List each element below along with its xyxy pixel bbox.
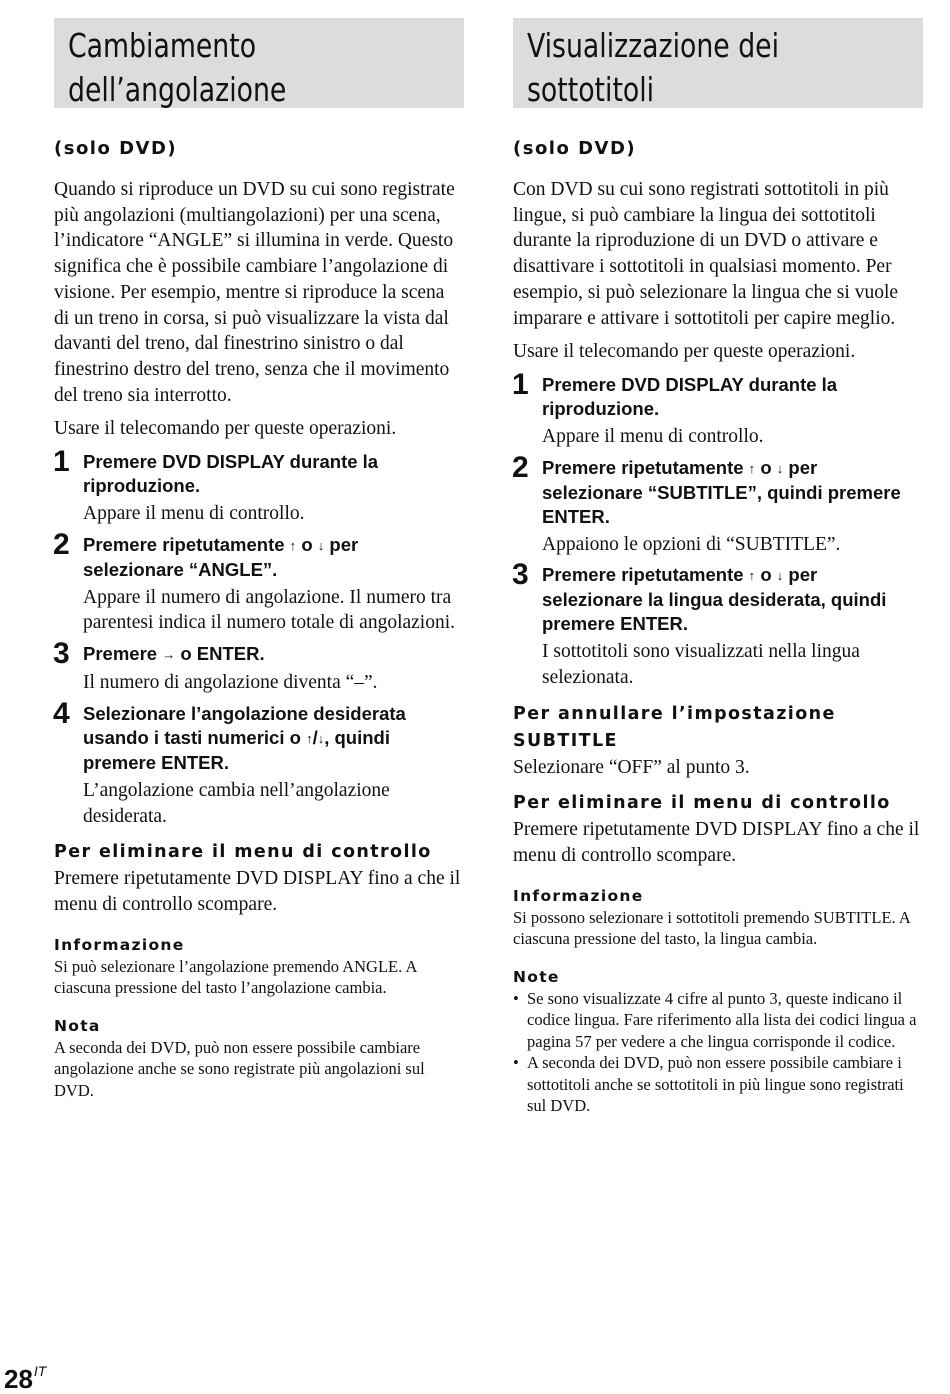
arrow-right-icon: →	[162, 647, 176, 663]
list-item	[513, 988, 923, 1053]
step-text: L’angolazione cambia nell’angolazione desiderata.	[83, 779, 390, 827]
remove-menu-heading: Per eliminare il menu di controllo	[513, 793, 891, 814]
remove-menu-text: Premere ripetutamente DVD DISPLAY fino a che il menu di controllo scompare.	[54, 868, 461, 915]
step-number: 1	[53, 445, 70, 479]
step-heading	[83, 702, 464, 775]
title-line: dell’angolazione	[68, 70, 287, 109]
step-heading-part: o	[760, 456, 772, 478]
remove-menu-text: Premere ripetutamente DVD DISPLAY fino a che il menu di controllo scompare.	[513, 819, 920, 867]
step-1	[53, 445, 464, 527]
step-heading	[542, 563, 923, 636]
step-heading	[83, 533, 464, 582]
step-2	[512, 450, 923, 558]
arrow-up-icon: ↑	[748, 460, 756, 476]
page-language-suffix: IT	[33, 1363, 47, 1379]
step-number: 2	[512, 450, 529, 484]
step-heading-part: per selezionare “ANGLE”.	[83, 533, 359, 580]
step-1	[512, 367, 923, 450]
page-number	[4, 1356, 46, 1394]
cancel-setting-text: Selezionare “OFF” al punto 3.	[513, 756, 750, 778]
step-2	[53, 527, 464, 636]
step-heading-part: Premere ripetutamente	[542, 456, 744, 478]
cancel-setting-heading: Per annullare l’impostazione SUBTITLE	[513, 703, 836, 751]
step-heading: Premere DVD DISPLAY durante la riproduzione.	[83, 451, 379, 497]
arrow-up-icon: ↑	[306, 730, 313, 746]
title-line: Visualizzazione dei	[527, 26, 780, 65]
note-item-text: A seconda dei DVD, può non essere possibile cambiare i sottotitoli anche se sottotitoli in più lingue sono registrati sul DVD.	[527, 1053, 904, 1116]
section-title-subtitles	[513, 18, 923, 108]
step-heading-part: o ENTER.	[180, 643, 265, 665]
step-number: 4	[53, 696, 70, 730]
note-heading: Nota	[54, 1016, 101, 1035]
step-text: I sottotitoli sono visualizzati nella lingua selezionata.	[542, 641, 860, 689]
step-heading-part: per selezionare la lingua desiderata, quindi premere ENTER.	[542, 564, 887, 635]
dvd-only-label: (solo DVD)	[513, 138, 637, 159]
step-heading-part: Premere ripetutamente	[542, 564, 744, 586]
title-line: Cambiamento	[68, 26, 257, 65]
intro-paragraph: Con DVD su cui sono registrati sottotitoli in più lingue, si può cambiare la lingua dei sottotitoli durante la riproduzione di un DVD o attivare e disattivare i sottotitoli in qualsiasi momento. Per esempio, si può selezionare la lingua che si vuole imparare e attivare i sottotitoli per capire meglio.	[513, 179, 899, 329]
list-item	[513, 1052, 923, 1117]
title-line: sottotitoli	[527, 70, 655, 109]
step-text: Appare il menu di controllo.	[83, 503, 305, 525]
note-text: A seconda dei DVD, può non essere possibile cambiare angolazione anche se sono registrate più angolazioni sul DVD.	[54, 1037, 425, 1100]
step-number: 3	[53, 637, 70, 671]
remote-note: Usare il telecomando per queste operazioni.	[513, 341, 856, 363]
bullet-icon: •	[513, 1053, 519, 1073]
arrow-down-icon: ↓	[776, 460, 784, 476]
note-heading: Note	[513, 967, 560, 986]
dvd-only-label: (solo DVD)	[54, 138, 178, 159]
info-text: Si possono selezionare i sottotitoli premendo SUBTITLE. A ciascuna pressione del tasto, la lingua cambia.	[513, 907, 910, 949]
step-text: Il numero di angolazione diventa “–”.	[83, 672, 378, 694]
note-item-text: Se sono visualizzate 4 cifre al punto 3, queste indicano il codice lingua. Fare riferimento alla lista dei codici lingua a pagina 57 per vedere a che lingua corrisponde il codice.	[527, 988, 917, 1051]
step-heading	[542, 456, 923, 529]
step-heading-part: o	[760, 564, 772, 586]
arrow-up-icon: ↑	[748, 568, 756, 584]
page-number-value: 28	[4, 1364, 33, 1394]
step-3	[512, 558, 923, 690]
arrow-down-icon: ↓	[317, 537, 325, 553]
left-column	[54, 18, 464, 1101]
step-heading	[83, 642, 464, 667]
remove-menu-heading: Per eliminare il menu di controllo	[54, 842, 432, 863]
step-heading-part: Premere ripetutamente	[83, 533, 285, 555]
remote-note: Usare il telecomando per queste operazioni.	[54, 418, 397, 440]
intro-paragraph: Quando si riproduce un DVD su cui sono registrate più angolazioni (multiangolazioni) per una scena, l’indicatore “ANGLE” si illumina in verde. Questo significa che è possibile cambiare l’angolazione di visione. Per esempio, mentre si riproduce la scena di un treno in corsa, si può visualizzare la vista dal davanti del treno, dal finestrino sinistro o dal finestrino destro del treno, senza che il movimento del treno sia interrotto.	[54, 179, 455, 406]
step-number: 2	[53, 527, 70, 561]
step-text: Appaiono le opzioni di “SUBTITLE”.	[542, 533, 841, 555]
step-heading-part: Selezionare l’angolazione desiderata usando i tasti numerici o	[83, 702, 406, 748]
step-number: 3	[512, 558, 529, 592]
step-heading-part: , quindi premere ENTER.	[83, 726, 390, 773]
step-text: Appare il menu di controllo.	[542, 425, 764, 447]
info-heading: Informazione	[513, 886, 644, 905]
step-heading-part: per selezionare “SUBTITLE”, quindi premere ENTER.	[542, 456, 901, 527]
right-column	[513, 18, 923, 1117]
step-heading-part: o	[301, 533, 313, 555]
section-title-angle	[54, 18, 464, 108]
arrow-down-icon: ↓	[317, 730, 325, 746]
step-number: 1	[512, 367, 529, 401]
step-text: Appare il numero di angolazione. Il numero tra parentesi indica il numero totale di angolazioni.	[83, 586, 456, 634]
arrow-down-icon: ↓	[776, 568, 784, 584]
arrow-up-icon: ↑	[289, 537, 297, 553]
info-text: Si può selezionare l’angolazione premendo ANGLE. A ciascuna pressione del tasto l’angolazione cambia.	[54, 956, 417, 998]
step-heading-part: /	[312, 726, 318, 748]
info-heading: Informazione	[54, 935, 185, 954]
bullet-icon: •	[513, 988, 519, 1008]
step-heading: Premere DVD DISPLAY durante la riproduzione.	[542, 373, 838, 419]
notes-list	[513, 988, 923, 1117]
step-3	[53, 637, 464, 696]
step-4	[53, 696, 464, 829]
step-heading-part: Premere	[83, 643, 158, 665]
